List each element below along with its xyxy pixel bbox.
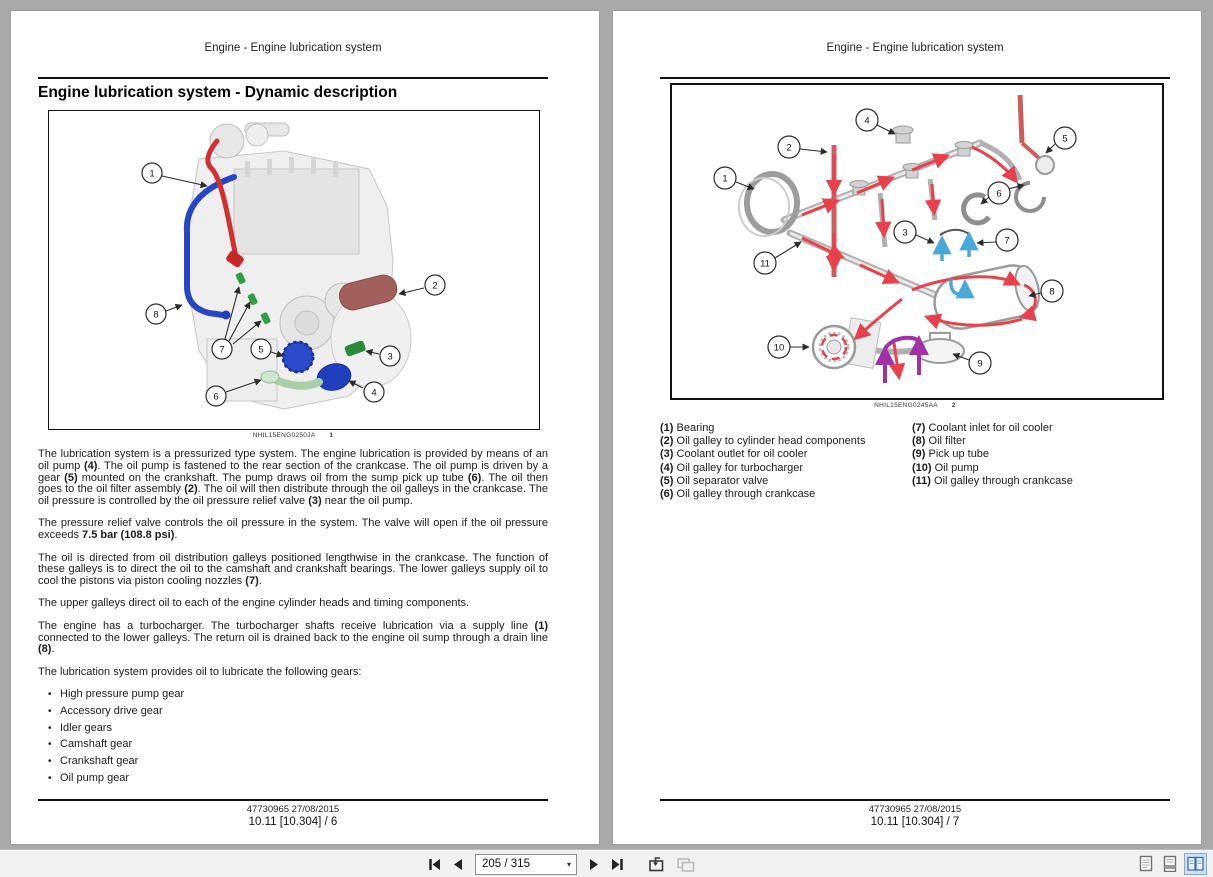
legend-item: (6) Oil galley through crankcase bbox=[660, 488, 816, 501]
callout-7 bbox=[977, 229, 1018, 251]
legend-item: (2) Oil galley to cylinder head components bbox=[660, 435, 866, 448]
paragraph: The engine has a turbocharger. The turbocharger shafts receive lubrication via a supply line (1) connected to the lower galleys. The return oil is drained back to the engine oil sump through a drain line (8). bbox=[38, 619, 548, 656]
page-navigation bbox=[424, 850, 698, 877]
page-title: Engine lubrication system - Dynamic description bbox=[38, 84, 398, 101]
separator-feed-tube bbox=[1020, 95, 1022, 143]
svg-text:7: 7 bbox=[219, 344, 225, 356]
first-page-icon bbox=[427, 858, 442, 871]
page-number-input[interactable] bbox=[476, 857, 565, 872]
legend-item: (3) Coolant outlet for oil cooler bbox=[660, 448, 808, 461]
title-rule bbox=[660, 77, 1170, 79]
oil-pump-gear bbox=[283, 342, 313, 372]
svg-text:11: 11 bbox=[760, 258, 770, 270]
figure-engine-illustration bbox=[48, 110, 540, 430]
previous-page-button[interactable] bbox=[449, 856, 467, 873]
title-rule bbox=[38, 77, 548, 79]
footer-doc-number: 47730965 27/08/2015 bbox=[868, 804, 962, 815]
footer-doc-number: 47730965 27/08/2015 bbox=[246, 804, 340, 815]
svg-text:4: 4 bbox=[864, 115, 870, 127]
svg-text:3: 3 bbox=[387, 351, 393, 363]
legend-item: (8) Oil filter bbox=[912, 435, 966, 448]
crankcase-clip bbox=[964, 195, 989, 223]
svg-text:1: 1 bbox=[149, 168, 155, 180]
legend-item: (11) Oil galley through crankcase bbox=[912, 474, 1073, 487]
paragraph: The pressure relief valve controls the oil pressure in the system. The valve will open if the oil pressure exceeds 7.5 bar (108.8 psi). bbox=[38, 517, 548, 542]
legend-item: (4) Oil galley for turbocharger bbox=[660, 461, 804, 474]
list-item: • Oil pump gear bbox=[60, 773, 548, 785]
facing-pages-view-button[interactable] bbox=[1185, 854, 1206, 874]
callout-2 bbox=[399, 275, 445, 295]
last-page-button[interactable] bbox=[607, 856, 628, 873]
callout-11 bbox=[754, 242, 801, 274]
page-layout-controls bbox=[1137, 853, 1206, 874]
next-view-button[interactable] bbox=[673, 854, 698, 874]
gear-list bbox=[38, 689, 548, 784]
legend-col-left bbox=[660, 422, 912, 501]
svg-text:6: 6 bbox=[213, 391, 219, 403]
footer-page-number: 10.11 [10.304] / 6 bbox=[248, 816, 338, 828]
list-item: • High pressure pump gear bbox=[60, 689, 548, 701]
viewer-toolbar bbox=[0, 849, 1213, 877]
callout-2 bbox=[778, 136, 827, 158]
page-footer bbox=[660, 799, 1170, 828]
previous-view-icon bbox=[647, 856, 666, 872]
page-left bbox=[10, 10, 600, 845]
svg-text:2: 2 bbox=[786, 142, 792, 154]
last-page-icon bbox=[610, 858, 625, 871]
body-paragraphs bbox=[38, 449, 548, 678]
callout-8 bbox=[146, 304, 182, 324]
legend-item: (7) Coolant inlet for oil cooler bbox=[912, 422, 1053, 434]
oil-galley-diagram bbox=[672, 85, 1162, 398]
oil-separator-valve bbox=[1016, 143, 1054, 211]
next-view-icon bbox=[676, 856, 695, 872]
page-footer bbox=[38, 799, 548, 828]
svg-text:1: 1 bbox=[722, 173, 728, 185]
pick-up-strainer bbox=[261, 371, 279, 383]
page-number-combobox[interactable] bbox=[475, 854, 577, 875]
callout-10 bbox=[768, 336, 809, 358]
running-header: Engine - Engine lubrication system bbox=[826, 42, 1004, 54]
pick-up-bell bbox=[916, 333, 964, 363]
svg-text:3: 3 bbox=[902, 227, 908, 239]
footer-page-number: 10.11 [10.304] / 7 bbox=[870, 816, 960, 828]
svg-text:9: 9 bbox=[977, 358, 983, 370]
figure-legend bbox=[660, 422, 1170, 501]
paragraph: The lubrication system is a pressurized type system. The engine lubrication is provided by means of an oil pump (4). The oil pump is fastened to the rear section of the crankcase. The oil pump is driven by a gear (5) mounted on the crankshaft. The pump draws oil from the sump pick up tube (6). The oil then goes to the oil filter assembly (2). The oil will then distribute through the oil galleys in the crankcase. The oil pressure is controlled by the oil pressure relief valve (3) near the oil pump. bbox=[38, 448, 549, 508]
svg-text:10: 10 bbox=[773, 342, 785, 354]
chevron-down-icon[interactable]: ▾ bbox=[566, 859, 571, 869]
svg-text:5: 5 bbox=[1062, 133, 1068, 145]
callout-5 bbox=[1046, 127, 1076, 153]
suction-arrows bbox=[885, 338, 919, 383]
paragraph: The upper galleys direct oil to each of the engine cylinder heads and timing components. bbox=[38, 597, 470, 610]
engine-lubrication-diagram bbox=[49, 111, 539, 429]
next-page-button[interactable] bbox=[585, 856, 603, 873]
legend-item: (5) Oil separator valve bbox=[660, 474, 769, 487]
legend-item: (9) Pick up tube bbox=[912, 448, 990, 461]
list-item: • Camshaft gear bbox=[60, 739, 548, 751]
callout-4 bbox=[856, 109, 895, 134]
continuous-view-button[interactable] bbox=[1161, 853, 1179, 874]
list-item: • Idler gears bbox=[60, 723, 548, 735]
first-page-button[interactable] bbox=[424, 856, 445, 873]
facing-pages-icon bbox=[1187, 856, 1204, 872]
previous-page-icon bbox=[452, 858, 464, 871]
page-right bbox=[612, 10, 1202, 845]
single-page-view-button[interactable] bbox=[1137, 853, 1155, 874]
previous-view-button[interactable] bbox=[644, 854, 669, 874]
list-item: • Crankshaft gear bbox=[60, 756, 548, 768]
paragraph: The lubrication system provides oil to lubricate the following gears: bbox=[38, 665, 362, 678]
svg-text:8: 8 bbox=[1049, 286, 1055, 298]
svg-text:4: 4 bbox=[371, 387, 377, 399]
continuous-pages-icon bbox=[1163, 855, 1177, 872]
paragraph: The oil is directed from oil distribution galleys positioned lengthwise in the crankcase. The function of these galleys is to direct the oil to the camshaft and crankshaft bearings. The lower galleys supply oil to cool the pistons via piston cooling nozzles (7). bbox=[38, 551, 548, 588]
single-page-icon bbox=[1139, 855, 1153, 872]
svg-text:7: 7 bbox=[1004, 235, 1010, 247]
coolant-pipe bbox=[940, 230, 970, 235]
svg-text:2: 2 bbox=[432, 280, 438, 292]
svg-text:5: 5 bbox=[258, 344, 264, 356]
list-item: • Accessory drive gear bbox=[60, 706, 548, 718]
running-header: Engine - Engine lubrication system bbox=[204, 42, 382, 54]
figure-caption: NHIL15ENG0250JA 1 bbox=[252, 432, 334, 439]
next-page-icon bbox=[588, 858, 600, 871]
legend-col-right bbox=[912, 422, 1073, 501]
drain-line-fitting bbox=[222, 311, 231, 320]
svg-text:6: 6 bbox=[996, 188, 1002, 200]
callout-3 bbox=[894, 221, 934, 243]
svg-text:8: 8 bbox=[153, 309, 159, 321]
figure-caption: NHIL15ENG0245AA 2 bbox=[874, 402, 956, 409]
legend-item: (10) Oil pump bbox=[912, 461, 979, 474]
legend-item: (1) Bearing bbox=[660, 422, 715, 434]
figure-oil-galley-schematic bbox=[670, 83, 1164, 400]
